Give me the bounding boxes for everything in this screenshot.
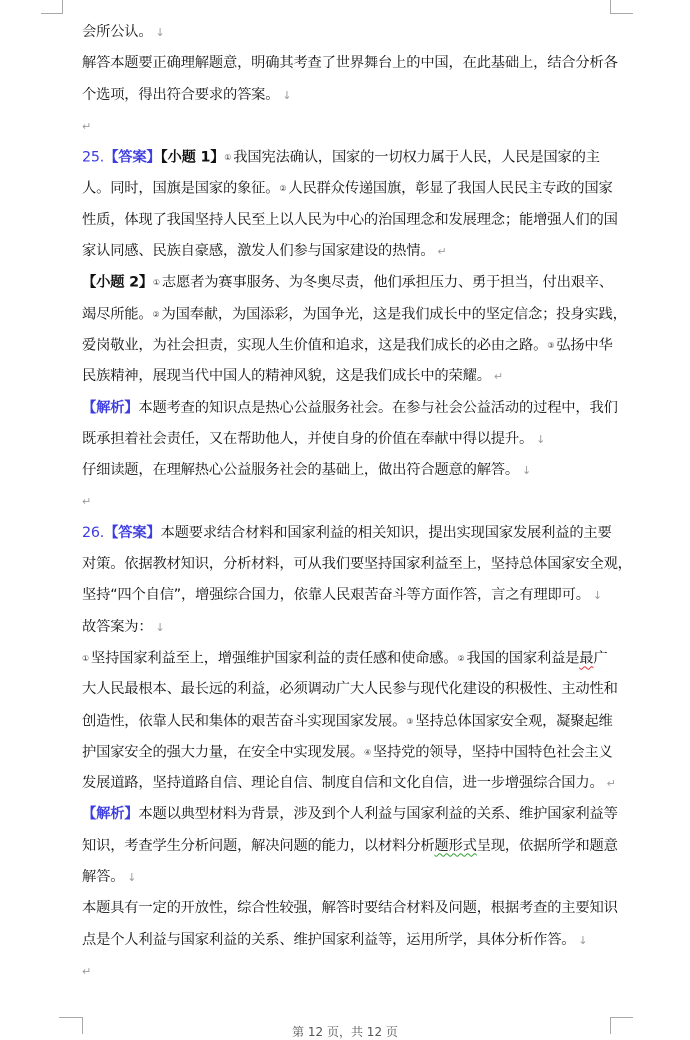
circled-number: ③ [547, 340, 555, 350]
q25-sub2-line-1: 【小题 2】① 志愿者为赛事服务、为冬奥尽责，他们承担压力、勇于担当，付出艰辛、 [82, 275, 614, 292]
line-break-mark: ↓ [578, 933, 588, 947]
text-line: 会所公认。 ↓ [82, 24, 165, 40]
circled-number: ② [457, 653, 465, 663]
text-line: 解答。 ↓ [82, 869, 137, 886]
paragraph-mark: ↵ [437, 245, 447, 259]
circled-number: ① [152, 278, 160, 288]
grammar-error-underline[interactable]: 题形式 [434, 837, 477, 854]
analysis-tag: 【解析】 [82, 806, 139, 823]
paragraph-mark: ↵ [606, 777, 616, 791]
paragraph-mark: ↵ [493, 370, 503, 384]
margin-corner-top-left [41, 0, 63, 14]
circled-number: ① [224, 153, 232, 163]
line-break-mark: ↓ [592, 589, 602, 603]
q26-analysis-line-1: 【解析】本题以典型材料为背景，涉及到个人利益与国家利益的关系、维护国家利益等 [82, 806, 618, 823]
circled-number: ③ [406, 716, 414, 726]
text-line: 既承担着社会责任，又在帮助他人，并使自身的价值在奉献中得以提升。 ↓ [82, 430, 546, 447]
text-line: 知识，考查学生分析问题，解决问题的能力，以材料分析题形式呈现，依据所学和题意 [82, 837, 618, 854]
answer-tag: 【答案】 [104, 524, 161, 541]
circled-number: ② [279, 184, 287, 194]
empty-paragraph [82, 486, 614, 517]
empty-paragraph [82, 111, 614, 142]
text-line: 大人民最根本、最长远的利益，必须调动广大人民参与现代化建设的积极性、主动性和 [82, 681, 618, 698]
question-number: 26. [82, 524, 105, 541]
subquestion-tag: 【小题 1】 [160, 149, 225, 166]
q25-analysis-line-1: 【解析】本题考查的知识点是热心公益服务社会。在参与社会公益活动的过程中，我们 [82, 399, 618, 416]
circled-number: ④ [363, 747, 371, 757]
paragraph-mark: ↵ [82, 495, 92, 509]
subquestion-tag: 【小题 2】 [82, 275, 153, 292]
line-break-mark: ↓ [155, 26, 165, 39]
text-line: 民族精神，展现当代中国人的精神风貌，这是我们成长中的荣耀。 ↵ [82, 368, 503, 385]
text-line: 对策。依据教材知识，分析材料，可从我们要坚持国家利益至上，坚持总体国家安全观， [82, 556, 632, 573]
document-body[interactable] [82, 17, 632, 987]
text-line: 本题具有一定的开放性，综合性较强，解答时要结合材料及问题，根据考查的主要知识 [82, 900, 618, 917]
answer-tag: 【答案】 [104, 149, 161, 166]
text-line: 个选项，得出符合要求的答案。 ↓ [82, 86, 292, 103]
text-line: 故答案为： ↓ [82, 618, 165, 635]
text-line: 家认同感、民族自豪感，激发人们参与国家建设的热情。 ↵ [82, 243, 447, 260]
circled-number: ① [82, 653, 89, 663]
paragraph-mark: ↵ [82, 964, 92, 978]
analysis-tag: 【解析】 [82, 399, 139, 416]
margin-corner-top-right [610, 0, 633, 14]
text-line: 解答本题要正确理解题意，明确其考查了世界舞台上的中国，在此基础上，结合分析各 [82, 55, 618, 72]
text-line: ① 坚持国家利益至上，增强维护国家利益的责任感和使命感。② 我国的国家利益是最广 [82, 650, 608, 667]
text-line: 竭尽所能。② 为国奉献，为国添彩，为国争光，这是我们成长中的坚定信念；投身实践， [82, 306, 627, 323]
line-break-mark: ↓ [522, 464, 532, 478]
line-break-mark: ↓ [282, 88, 292, 102]
text-line: 创造性，依靠人民和集体的艰苦奋斗实现国家发展。③ 坚持总体国家安全观，凝聚起维 [82, 713, 613, 730]
line-break-mark: ↓ [155, 620, 165, 634]
line-break-mark: ↓ [536, 432, 546, 446]
text-line: 仔细读题，在理解热心公益服务社会的基础上，做出符合题意的解答。 ↓ [82, 462, 532, 479]
circled-number: ② [152, 309, 160, 319]
question-number: 25. [82, 149, 105, 166]
q26-answer-line-1: 26.【答案】本题要求结合材料和国家利益的相关知识，提出实现国家发展利益的主要 [82, 524, 612, 541]
text-line: 护国家安全的强大力量，在安全中实现发展。④ 坚持党的领导，坚持中国特色社会主义 [82, 744, 613, 761]
q25-answer-line-1: 25.【答案】【小题 1】① 我国宪法确认，国家的一切权力属于人民，人民是国家的主 [82, 149, 600, 166]
spelling-error-underline[interactable]: 最 [579, 650, 594, 667]
text-line: 人。同时，国旗是国家的象征。② 人民群众传递国旗，彰显了我国人民民主专政的国家 [82, 181, 613, 198]
paragraph-mark: ↵ [82, 119, 92, 133]
text-line: 发展道路，坚持道路自信、理论自信、制度自信和文化自信，进一步增强综合国力。 ↵ [82, 775, 616, 792]
line-break-mark: ↓ [127, 871, 137, 885]
text-line: 性质，体现了我国坚持人民至上以人民为中心的治国理念和发展理念；能增强人们的国 [82, 211, 618, 228]
text-line: 坚持“四个自信”，增强综合国力，依靠人民艰苦奋斗等方面作答，言之有理即可。 ↓ [82, 587, 602, 604]
text-line: 点是个人利益与国家利益的关系、维护国家利益等，运用所学，具体分析作答。 ↓ [82, 931, 588, 948]
empty-paragraph [82, 956, 614, 987]
text-line: 爱岗敬业，为社会担责，实现人生价值和追求，这是我们成长的必由之路。③ 弘扬中华 [82, 337, 613, 354]
page-footer: 第 12 页，共 12 页 [292, 1025, 398, 1039]
